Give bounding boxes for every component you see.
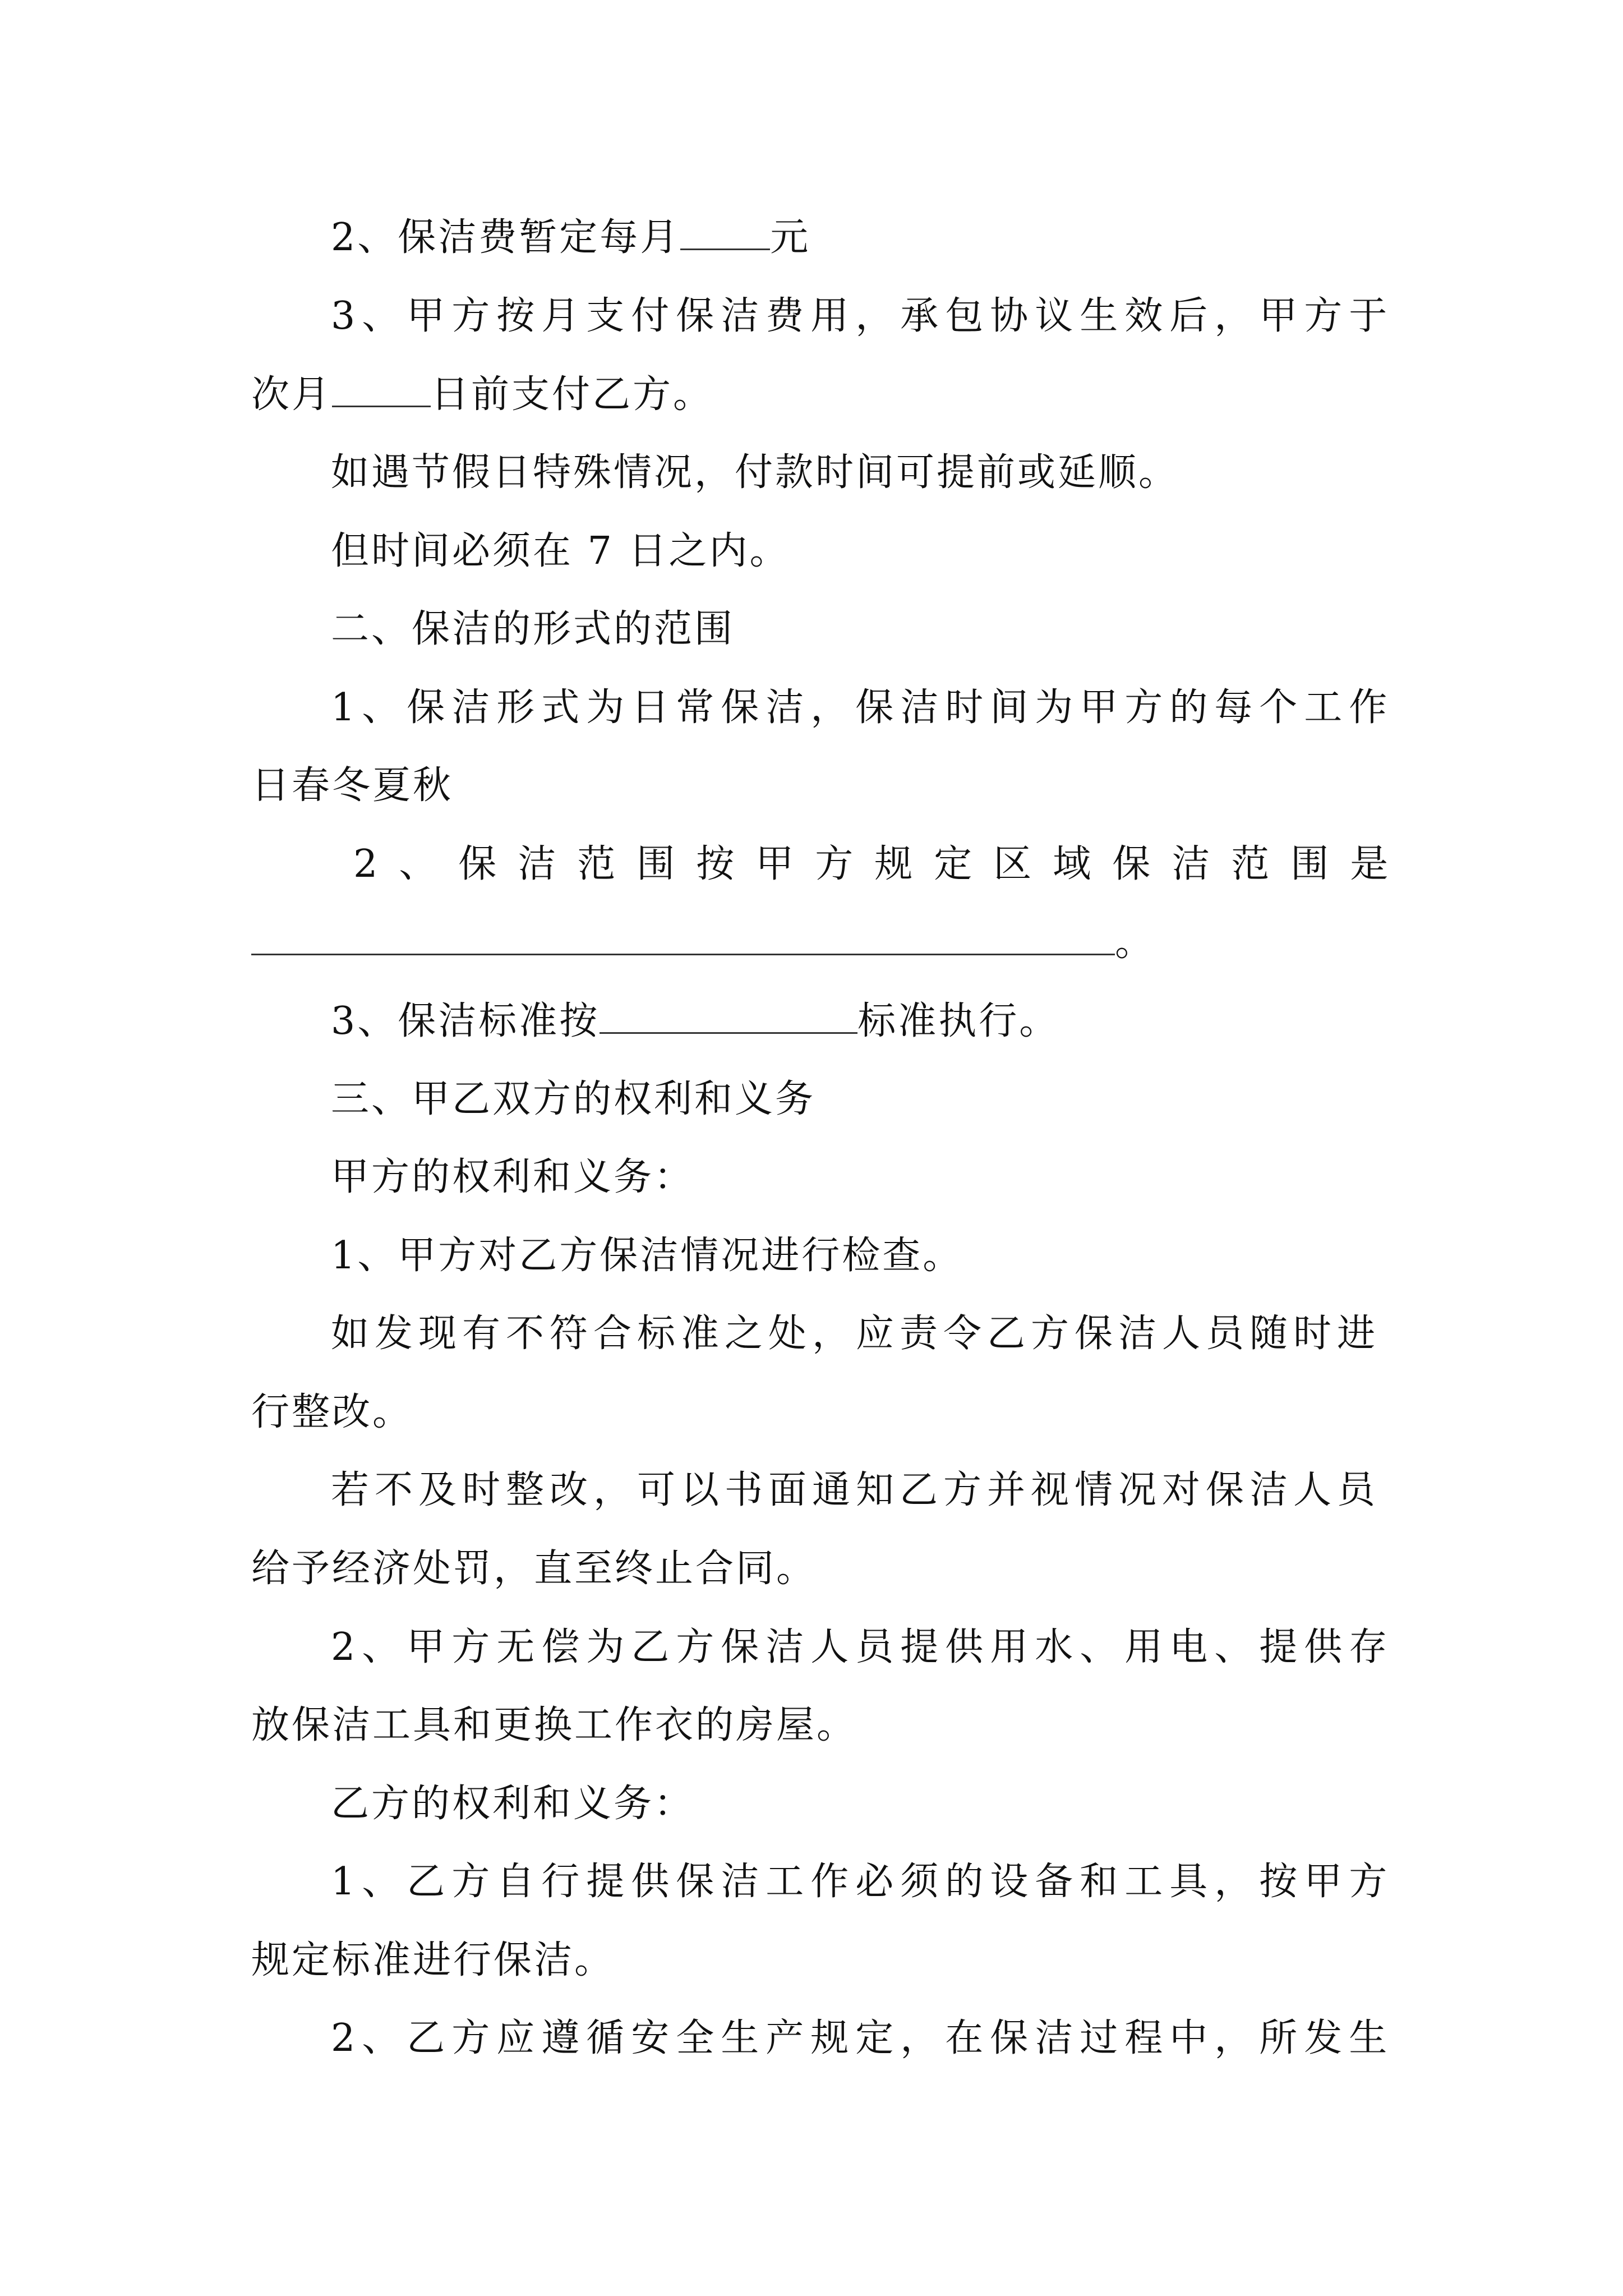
text-line xyxy=(251,1938,615,1983)
fill-in-blank xyxy=(251,920,1115,955)
line-text: 给予经济处罚，直至终止合同。 xyxy=(251,1547,817,1591)
line-text: 1、甲方对乙方保洁情况进行检查。 xyxy=(331,1234,963,1278)
fill-in-blank xyxy=(680,215,770,250)
line-text: 标准执行。 xyxy=(857,999,1060,1043)
line-text: 但时间必须在 7 日之内。 xyxy=(331,529,790,573)
fill-in-blank xyxy=(600,999,857,1034)
line-text: 三、甲乙双方的权利和义务 xyxy=(331,1077,816,1121)
line-text: 甲方的权利和义务： xyxy=(331,1155,695,1199)
line-text: 规定标准进行保洁。 xyxy=(251,1938,615,1982)
fill-in-blank xyxy=(332,372,431,407)
section-heading xyxy=(331,607,735,652)
text-line xyxy=(251,1703,857,1748)
text-line xyxy=(331,529,790,574)
text-line xyxy=(331,1625,1394,1670)
text-line xyxy=(331,999,1059,1044)
text-line xyxy=(251,1390,413,1435)
text-line xyxy=(331,1234,963,1278)
text-line xyxy=(331,215,810,260)
line-text: 2、乙方应遵循安全生产规定，在保洁过程中，所发生 xyxy=(331,2016,1394,2060)
section-heading xyxy=(331,1077,815,1122)
text-line xyxy=(251,1547,817,1591)
line-text: 2、保洁费暂定每月 xyxy=(331,215,681,260)
text-line xyxy=(331,294,1394,339)
line-text: 放保洁工具和更换工作衣的房屋。 xyxy=(251,1703,857,1747)
line-text: 乙方的权利和义务： xyxy=(331,1782,695,1826)
text-line xyxy=(331,1860,1394,1904)
line-text: 1、保洁形式为日常保洁，保洁时间为甲方的每个工作 xyxy=(331,685,1394,730)
line-text: 若不及时整改，可以书面通知乙方并视情况对保洁人员 xyxy=(331,1468,1381,1512)
line-text: 2、甲方无偿为乙方保洁人员提供用水、用电、提供存 xyxy=(331,1625,1394,1669)
line-text: 次月 xyxy=(251,372,333,417)
text-line xyxy=(353,842,1409,887)
line-text: 如发现有不符合标准之处，应责令乙方保洁人员随时进 xyxy=(331,1312,1381,1356)
line-text: 元 xyxy=(770,215,811,260)
line-text: 行整改。 xyxy=(251,1390,413,1434)
text-line xyxy=(251,920,1155,965)
text-line xyxy=(251,763,453,808)
text-line xyxy=(331,2016,1394,2061)
text-line xyxy=(331,685,1394,730)
text-line xyxy=(331,450,1179,495)
line-text: 日前支付乙方。 xyxy=(431,372,714,417)
line-text: 如遇节假日特殊情况，付款时间可提前或延顺。 xyxy=(331,450,1179,495)
text-line xyxy=(331,1312,1381,1356)
line-text: 1、乙方自行提供保洁工作必须的设备和工具，按甲方 xyxy=(331,1860,1394,1904)
text-line xyxy=(331,1782,694,1826)
line-text: 2、保洁范围按甲方规定区域保洁范围是 xyxy=(353,842,1410,886)
line-text: 3、保洁标准按 xyxy=(331,999,600,1043)
line-text: 日春冬夏秋 xyxy=(251,763,454,808)
line-text: 3、甲方按月支付保洁费用，承包协议生效后，甲方于 xyxy=(331,294,1394,338)
text-line xyxy=(251,372,713,417)
line-text: 二、保洁的形式的范围 xyxy=(331,607,735,651)
text-line xyxy=(331,1468,1381,1513)
line-text: 。 xyxy=(1115,921,1156,965)
text-line xyxy=(331,1155,694,1200)
